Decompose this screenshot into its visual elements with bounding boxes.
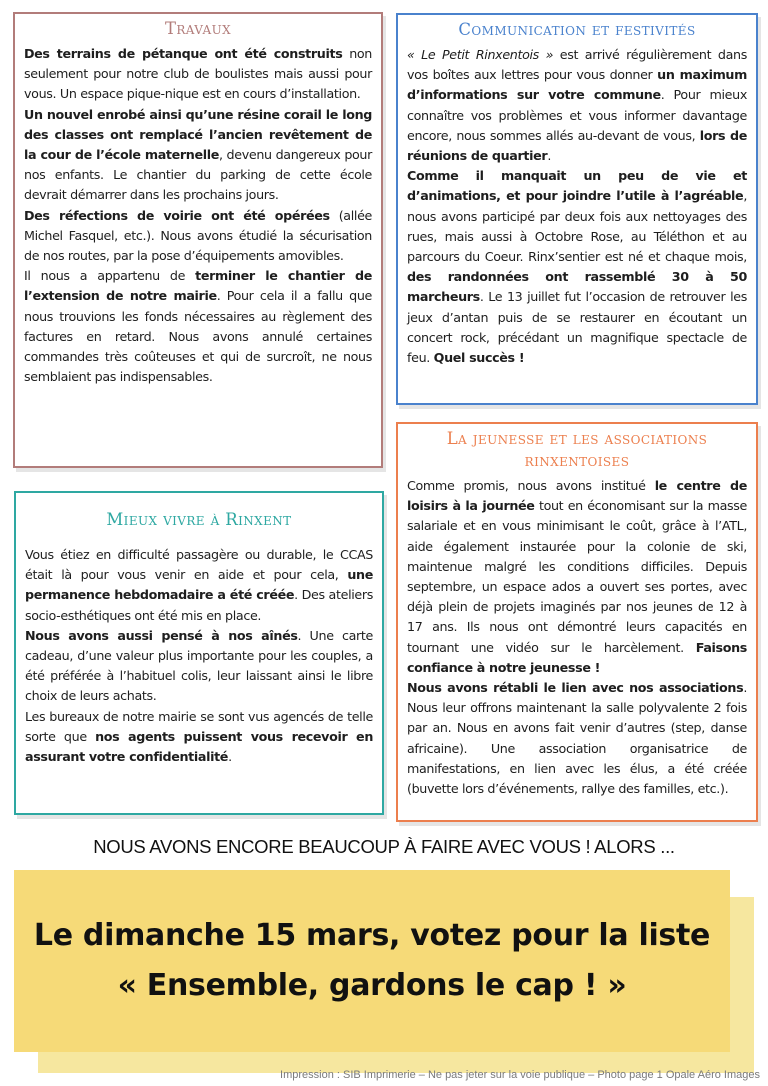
communication-p2-text-b: . Le 13 juillet fut l’occasion de retrouver les jeux d’antan puis de se restaurer en écoutant un concert rock, précédant un magnifique spectacle de feu.: [407, 289, 747, 366]
travaux-title: Travaux: [164, 19, 232, 38]
mieux-vivre-p1-bold: une permanence hebdomadaire a été créée: [25, 567, 373, 603]
communication-paragraph-2: [407, 166, 747, 368]
communication-paragraph-1: [407, 45, 747, 166]
communication-p1-end: .: [547, 148, 551, 164]
jeunesse-paragraph-2: [407, 678, 747, 799]
communication-p1-text-a: est arrivé régulièrement dans vos boîtes aux lettres pour vous donner: [407, 47, 747, 83]
mieux-vivre-paragraph-3: [25, 707, 373, 768]
travaux-p2-bold: Un nouvel enrobé ainsi qu’une résine corail le long des classes ont remplacé l’ancien revêtement de la cour de l’école maternelle: [24, 106, 372, 163]
travaux-p3-text: (allée Michel Fasquel, etc.). Nous avons étudié la sécurisation de nos routes, par la pose d’équipements amovibles.: [24, 207, 372, 264]
communication-p1-bold-b: lors de réunions de quartier: [407, 127, 747, 164]
mieux-vivre-title: Mieux vivre à Rinxent: [106, 510, 292, 529]
jeunesse-p2-text: . Nous leur offrons maintenant la salle polyvalente 2 fois par an. Nous en avons fait venir d’autres (step, danse africaine). Une association organisatrice de manifestations, en lien avec les élus, a été créée (buvette lors d’événements, rallye des familles, etc.).: [407, 680, 747, 797]
communication-p1-text-b: . Pour mieux connaître vos problèmes et vous informer davantage encore, nous sommes allés au-devant de vous,: [407, 87, 747, 143]
travaux-p2-text: , devenu dangereux pour nos enfants. Le chantier du parking de cette école devrait démarrer dans les prochains jours.: [24, 147, 372, 203]
jeunesse-p1-text-b: tout en économisant sur la masse salariale et en vous minimisant le coût, grâce à l’ATL, aide également instaurée pour la colonie de ski, maintenue malgré les conditions difficiles. Depuis septembre, un espace ados a ouvert ses portes, avec déjà plein de projets imaginés par nos jeunes de 12 à 17 ans. Ils nous ont démontré leurs capacités en tournant une vidéo sur le harcèlement.: [407, 498, 747, 655]
newsletter-name: « Le Petit Rinxentois »: [407, 47, 554, 62]
mieux-vivre-p1-text-a: Vous étiez en difficulté passagère ou durable, le CCAS était là pour vous venir en aide et pour cela,: [25, 547, 373, 583]
travaux-p4-intro: Il nous a appartenu de: [24, 268, 196, 284]
mieux-vivre-p2-bold: Nous avons aussi pensé à nos aînés: [25, 627, 298, 643]
banner-line-2: « Ensemble, gardons le cap ! »: [117, 968, 627, 1003]
footer-credits: Impression : SIB Imprimerie – Ne pas jeter sur la voie publique – Photo page 1 Opale Aéro Images: [280, 1069, 760, 1081]
jeunesse-paragraph-1: [407, 476, 747, 678]
communication-p2-bold-c: Quel succès !: [433, 350, 525, 366]
communication-p2-text-a: , nous avons participé par deux fois aux nettoyages des rues, mais aussi à Octobre Rose, au Téléthon et au parcours du Coeur. Rinx’sentier est né et chaque mois,: [407, 188, 747, 265]
mieux-vivre-paragraph-1: [25, 545, 373, 626]
travaux-paragraph-1: [24, 44, 372, 105]
travaux-p1-text: non seulement pour notre club de boulistes mais aussi pour vous. Un espace pique-nique est en cours d’installation.: [24, 46, 372, 102]
mieux-vivre-paragraph-2: [25, 626, 373, 707]
mieux-vivre-p3-bold: nos agents puissent vous recevoir en assurant votre confidentialité: [25, 728, 373, 765]
communication-section: [396, 13, 758, 405]
jeunesse-title: La jeunesse et les associations rinxentoises: [446, 429, 708, 470]
travaux-p4-bold: terminer le chantier de l’extension de notre mairie: [24, 268, 372, 304]
mieux-vivre-p1-text-b: . Des ateliers socio-esthétiques ont été mis en place.: [25, 587, 373, 623]
mieux-vivre-p2-text: . Une carte cadeau, d’une valeur plus importante pour les couples, a été préférée à l’habituel colis, leur laissant ainsi le libre choix de leurs achats.: [25, 627, 373, 704]
communication-p2-bold-a: Comme il manquait un peu de vie et d’animations, et pour joindre l’utile à l’agréable: [407, 168, 747, 204]
communication-p1-bold-a: un maximum d’informations sur votre commune: [407, 67, 747, 103]
banner-line-1: Le dimanche 15 mars, votez pour la liste: [33, 918, 711, 953]
jeunesse-p1-bold-b: Faisons confiance à notre jeunesse !: [407, 639, 747, 675]
travaux-paragraph-3: [24, 206, 372, 267]
jeunesse-p1-text-a: Comme promis, nous avons institué: [407, 478, 655, 493]
callout-headline: NOUS AVONS ENCORE BEAUCOUP À FAIRE AVEC VOUS ! ALORS ...: [93, 836, 675, 857]
jeunesse-p2-bold: Nous avons rétabli le lien avec nos associations: [407, 680, 744, 696]
jeunesse-section: [396, 422, 758, 822]
mieux-vivre-p3-text-a: Les bureaux de notre mairie se sont vus agencés de telle sorte que: [25, 708, 373, 744]
travaux-paragraph-2: [24, 105, 372, 206]
travaux-p1-bold: Des terrains de pétanque ont été construits: [24, 46, 343, 61]
travaux-paragraph-4: [24, 266, 372, 387]
communication-title: Communication et festivités: [458, 20, 696, 39]
mieux-vivre-p3-end: .: [228, 749, 232, 765]
jeunesse-p1-bold-a: le centre de loisirs à la journée: [407, 478, 747, 514]
travaux-section: [13, 12, 383, 468]
communication-p2-bold-b: des randonnées ont rassemblé 30 à 50 marcheurs: [407, 269, 747, 305]
mieux-vivre-section: [14, 491, 384, 815]
travaux-p3-bold: Des réfections de voirie ont été opérées: [24, 207, 330, 223]
travaux-p4-text: . Pour cela il a fallu que nous trouvions les fonds nécessaires au règlement des factures en retard. Nous avons annulé certaines commandes très coûteuses et qui de surcroît, ne nous semblaient pas indispensables.: [24, 288, 372, 385]
vote-banner: [14, 870, 730, 1052]
